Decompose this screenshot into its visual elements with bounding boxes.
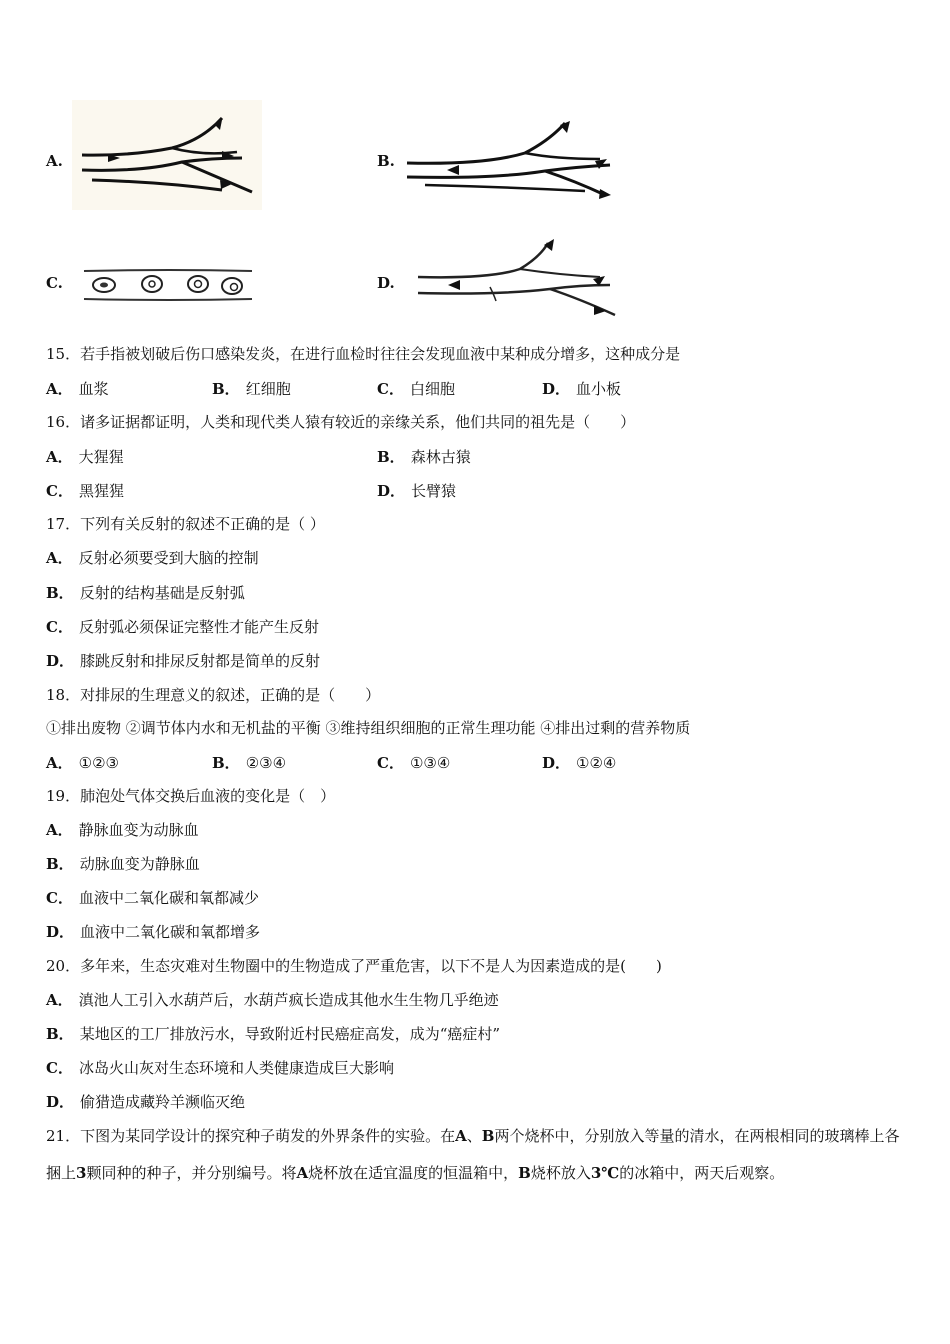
arrow-icon (448, 280, 460, 290)
question-21-stem (46, 1118, 908, 1192)
option-text: ②③④ (245, 754, 287, 772)
option-text: ①③④ (409, 754, 451, 772)
cell-icon (188, 276, 208, 292)
option-label: D． (46, 923, 75, 941)
q20-option-a (46, 990, 499, 1010)
option-label: D． (46, 652, 75, 670)
option-label: B． (46, 1025, 74, 1043)
option-label: C． (46, 482, 73, 500)
option-label: C． (46, 618, 73, 636)
q17-option-a (46, 548, 259, 568)
q16-option-d (377, 480, 456, 501)
q21-text: 烧杯放入 (530, 1164, 591, 1182)
option-text: 反射的结构基础是反射弧 (79, 584, 245, 602)
option-label: C． (377, 380, 404, 398)
figure-option-b-label: B. (377, 152, 395, 170)
q19-option-d (46, 922, 260, 942)
option-label: D． (377, 482, 406, 500)
option-label: A． (46, 754, 73, 772)
option-label: C． (377, 754, 404, 772)
option-text: 血液中二氧化碳和氧都减少 (78, 889, 259, 907)
q21-beaker-a: A (455, 1127, 467, 1145)
option-label: D． (542, 380, 571, 398)
option-text: 血小板 (576, 380, 622, 398)
q20-option-d (46, 1092, 245, 1112)
option-label: A． (46, 380, 73, 398)
question-16-stem: 16．诸多证据都证明，人类和现代类人猿有较近的亲缘关系，他们共同的祖先是（ ） (46, 413, 636, 431)
q18-option-a (46, 752, 119, 773)
option-label: C． (46, 1059, 73, 1077)
question-15-stem: 15．若手指被划破后伤口感染发炎，在进行血检时往往会发现血液中某种成分增多，这种成分是 (46, 345, 681, 363)
option-text: 长臂猿 (411, 482, 457, 500)
q16-option-a (46, 446, 124, 467)
q21-text: 烧杯放在适宜温度的恒温箱中， (308, 1164, 519, 1182)
option-text: 偷猎造成藏羚羊濒临灭绝 (80, 1093, 246, 1111)
option-text: 大猩猩 (78, 448, 124, 466)
option-label: B． (46, 584, 74, 602)
q15-option-b (212, 378, 291, 399)
option-label: B． (212, 380, 240, 398)
option-label: D． (542, 754, 571, 772)
option-text: 某地区的工厂排放污水，导致附近村民癌症高发，成为“癌症村” (79, 1025, 501, 1043)
option-text: ①②③ (78, 754, 119, 772)
q21-text: 21．下图为某同学设计的探究种子萌发的外界条件的实验。在 (46, 1127, 456, 1145)
q20-option-c (46, 1058, 394, 1078)
option-label: C． (46, 889, 73, 907)
option-label: B． (377, 448, 405, 466)
figure-d-vessel-branching (410, 235, 620, 320)
option-text: 血液中二氧化碳和氧都增多 (80, 923, 261, 941)
figure-option-c-label: C. (46, 274, 63, 292)
q21-beaker-b: B (518, 1164, 531, 1182)
q18-option-c (377, 752, 450, 773)
q15-option-a (46, 378, 109, 399)
q17-option-d (46, 651, 320, 671)
q18-option-b (212, 752, 286, 773)
q16-option-c (46, 480, 124, 501)
option-label: D． (46, 1093, 75, 1111)
q20-option-b (46, 1024, 500, 1044)
q21-text: 两个烧杯中，分别放入等量的清水，在两根相同的玻璃棒上各捆上 (46, 1127, 900, 1182)
figure-option-a-label: A. (46, 152, 63, 170)
q15-option-c (377, 378, 455, 399)
figure-option-d-label: D. (377, 274, 395, 292)
option-label: A． (46, 448, 73, 466)
question-19-stem: 19．肺泡处气体交换后血液的变化是（ ） (46, 787, 336, 805)
option-text: 动脉血变为静脉血 (79, 855, 200, 873)
q16-option-b (377, 446, 471, 467)
option-text: 黑猩猩 (78, 482, 124, 500)
q17-option-b (46, 583, 245, 603)
option-label: A． (46, 991, 73, 1009)
option-text: 血浆 (78, 380, 109, 398)
option-text: 膝跳反射和排尿反射都是简单的反射 (80, 652, 321, 670)
option-text: 红细胞 (245, 380, 291, 398)
figure-c-capillary (80, 265, 255, 305)
option-text: 静脉血变为动脉血 (78, 821, 199, 839)
arrow-icon (447, 165, 459, 175)
q21-text: 的冰箱中，两天后观察。 (619, 1164, 785, 1182)
q18-option-d (542, 752, 616, 773)
option-label: A． (46, 821, 73, 839)
option-text: 反射弧必须保证完整性才能产生反射 (78, 618, 319, 636)
option-text: 白细胞 (409, 380, 455, 398)
q21-temperature: 3℃ (590, 1164, 620, 1182)
figure-a-vessel-branching (72, 100, 262, 210)
option-text: 反射必须要受到大脑的控制 (78, 549, 259, 567)
q21-beaker-a: A (296, 1164, 309, 1182)
figure-b-vessel-branching (405, 115, 620, 210)
question-20-stem: 20．多年来，生态灾难对生物圈中的生物造成了严重危害，以下不是人为因素造成的是( ) (46, 957, 662, 975)
q21-beaker-b: B (481, 1127, 495, 1145)
q21-text: 颗同种的种子，并分别编号。将 (86, 1164, 297, 1182)
q21-text: 、 (466, 1127, 482, 1145)
arrow-icon (544, 239, 554, 251)
q17-option-c (46, 617, 319, 637)
question-17-stem: 17．下列有关反射的叙述不正确的是（ ） (46, 515, 325, 533)
option-text: 滇池人工引入水葫芦后，水葫芦疯长造成其他水生生物几乎绝迹 (78, 991, 499, 1009)
option-label: B． (46, 855, 74, 873)
cell-icon (222, 278, 242, 294)
option-label: A． (46, 549, 73, 567)
q21-seed-count: 3 (76, 1164, 87, 1182)
option-text: 冰岛火山灰对生态环境和人类健康造成巨大影响 (78, 1059, 394, 1077)
question-18-stem: 18．对排尿的生理意义的叙述，正确的是（ ） (46, 686, 381, 704)
option-text: ①②④ (576, 754, 617, 772)
cell-icon (142, 276, 162, 292)
arrow-icon (599, 189, 611, 199)
q19-option-b (46, 854, 200, 874)
q15-option-d (542, 378, 621, 399)
option-label: B． (212, 754, 240, 772)
question-18-items: ①排出废物 ②调节体内水和无机盐的平衡 ③维持组织细胞的正常生理功能 ④排出过剩的营养物质 (46, 719, 691, 737)
q19-option-a (46, 820, 199, 840)
option-text: 森林古猿 (410, 448, 471, 466)
q19-option-c (46, 888, 259, 908)
